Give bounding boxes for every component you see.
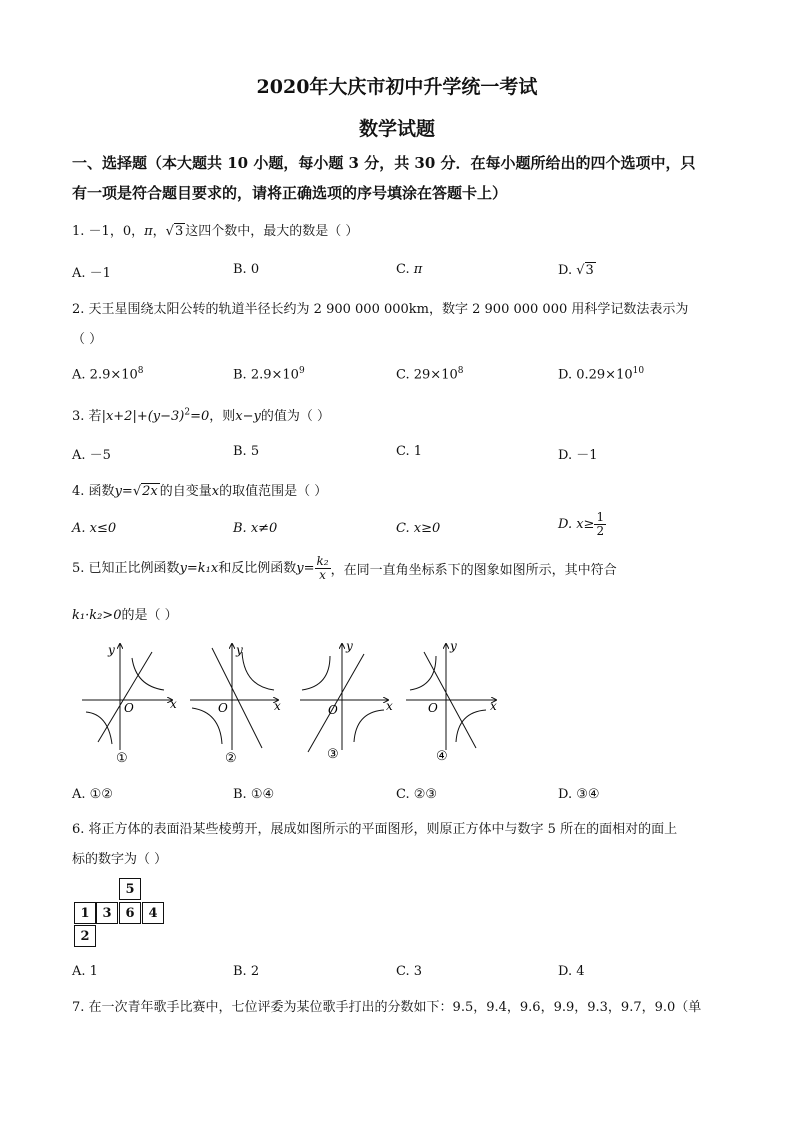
q3-text-a: 若	[88, 409, 102, 424]
q3-option-c[interactable]: C. 1	[396, 444, 423, 459]
question-5	[72, 555, 617, 582]
fraction-numerator: k₂	[316, 554, 329, 568]
origin-label: O	[124, 701, 134, 715]
q5-text-c: ，在同一直角坐标系下的图象如图所示，其中符合	[330, 563, 617, 578]
axis-y-label: y	[346, 639, 353, 653]
q4-text-c: 的取值范围是（ ）	[219, 484, 328, 499]
q1-option-a[interactable]: A. －1	[72, 266, 111, 281]
q1-text-b: ，	[152, 224, 166, 239]
net-face: 4	[142, 902, 164, 924]
q4-option-a[interactable]: A. x≤0	[72, 521, 117, 536]
q3-option-d[interactable]: D. －1	[558, 448, 598, 463]
q3-text-c: 的值为（ ）	[260, 409, 331, 424]
q5-function-1: y=k₁x	[179, 561, 219, 576]
q6-option-c[interactable]: C. 3	[396, 964, 423, 979]
q1-option-d[interactable]	[558, 262, 596, 278]
option-label: D. x≥	[558, 517, 595, 532]
question-number: 4.	[72, 484, 85, 499]
pi-symbol: π	[144, 224, 153, 239]
origin-label: O	[218, 701, 228, 715]
option-base: 29×10	[413, 367, 458, 383]
q7-line1: 在一次青年歌手比赛中，七位评委为某位歌手打出的分数如下：9.5，9.4，9.6，9.9，9.3，9.7，9.0（单	[88, 1000, 702, 1015]
question-number: 7.	[72, 1000, 85, 1015]
q6-option-b[interactable]: B. 2	[233, 964, 260, 979]
sqrt-value: 3	[585, 263, 594, 278]
sqrt-value: 3	[174, 224, 184, 239]
graph-1	[82, 643, 177, 766]
graph-label: ②	[225, 751, 237, 766]
question-1	[72, 220, 358, 239]
q3-expression-2: x−y	[235, 409, 261, 424]
q5-option-c[interactable]: C. ②③	[396, 787, 438, 802]
question-4	[72, 480, 327, 499]
sqrt-icon: √	[132, 484, 142, 499]
option-base: 2.9×10	[89, 367, 138, 383]
exam-subtitle: 数学试题	[358, 118, 435, 140]
section-header-line1: 一、选择题（本大题共 10 小题，每小题 3 分，共 30 分．在每小题所给出的四个选项中，只	[72, 154, 696, 172]
q4-option-d[interactable]	[558, 511, 606, 538]
option-exp: 10	[632, 366, 645, 376]
origin-label: O	[328, 703, 338, 717]
q5-option-d[interactable]: D. ③④	[558, 787, 600, 802]
q3-option-b[interactable]: B. 5	[233, 444, 260, 459]
q5-text-d: 的是（ ）	[121, 608, 178, 623]
q5-condition: k₁·k₂>0	[72, 608, 122, 623]
axis-y-label: y	[108, 643, 115, 657]
graph-label: ③	[327, 747, 339, 762]
q5-line2	[72, 604, 178, 623]
net-face: 2	[74, 925, 96, 947]
q3-text-b: ，则	[209, 409, 236, 424]
exam-title: 2020年大庆市初中升学统一考试	[256, 76, 538, 98]
q3-option-a[interactable]: A. －5	[72, 448, 111, 463]
option-label: A.	[72, 367, 86, 383]
option-exp: 9	[298, 366, 305, 376]
question-2	[72, 298, 688, 317]
q3-expression: |x+2|+(y−3)	[101, 409, 185, 424]
net-face: 3	[96, 902, 118, 924]
q4-text-b: 的自变量	[159, 484, 212, 499]
sqrt-icon: √	[165, 224, 174, 239]
q2-option-d[interactable]	[558, 366, 644, 382]
q5-graphs	[72, 638, 512, 768]
question-number: 6.	[72, 822, 85, 837]
net-face: 6	[119, 902, 141, 924]
q4-text-a: 函数	[88, 484, 115, 499]
question-3	[72, 405, 330, 424]
option-label: C.	[396, 262, 414, 277]
graph-2	[190, 643, 281, 766]
graph-label: ④	[436, 749, 448, 764]
option-base: 0.29×10	[576, 367, 633, 383]
option-label: D.	[558, 367, 573, 383]
q5-text-a: 已知正比例函数	[88, 561, 180, 576]
axis-y-label: y	[236, 643, 243, 657]
q4-option-b[interactable]: B. x≠0	[233, 521, 278, 536]
question-7	[72, 996, 701, 1015]
pi-symbol: π	[413, 262, 423, 277]
q2-option-a[interactable]	[72, 366, 144, 382]
q4-variable: x	[211, 484, 220, 499]
graph-3	[300, 639, 393, 762]
q3-expression-tail: =0	[190, 409, 210, 424]
q2-option-c[interactable]	[396, 366, 463, 382]
question-number: 3.	[72, 409, 85, 424]
q5-function-2: y=	[296, 561, 315, 576]
question-6	[72, 818, 677, 837]
fraction-numerator: 1	[596, 510, 605, 524]
q5-option-b[interactable]: B. ①④	[233, 787, 275, 802]
q2-option-b[interactable]	[233, 366, 305, 382]
fraction-denominator: 2	[596, 524, 605, 538]
q6-option-a[interactable]: A. 1	[72, 964, 98, 979]
q1-text-c: 这四个数中，最大的数是（ ）	[185, 224, 359, 239]
option-label: B.	[233, 367, 247, 383]
question-number: 2.	[72, 302, 85, 317]
option-label: C.	[396, 367, 410, 383]
option-base: 2.9×10	[250, 367, 299, 383]
graph-4	[406, 639, 497, 764]
q1-option-c[interactable]	[396, 262, 422, 277]
option-exp: 8	[137, 366, 144, 376]
q6-option-d[interactable]: D. 4	[558, 964, 585, 979]
origin-label: O	[428, 701, 438, 715]
q5-option-a[interactable]: A. ①②	[72, 787, 113, 802]
q6-line1: 将正方体的表面沿某些棱剪开，展成如图所示的平面图形，则原正方体中与数字 5 所在的面相对的面上	[88, 822, 678, 837]
net-face: 1	[74, 902, 96, 924]
fraction	[315, 555, 331, 582]
q5-text-b: 和反比例函数	[218, 561, 297, 576]
axis-y-label: y	[450, 639, 457, 653]
q4-function: y=	[114, 484, 133, 499]
question-number: 1.	[72, 224, 85, 239]
q1-option-b[interactable]: B. 0	[233, 262, 260, 277]
q3-exponent: 2	[184, 407, 191, 418]
axis-x-label: x	[386, 699, 393, 713]
sqrt-value: 2x	[142, 484, 158, 499]
net-face: 5	[119, 878, 141, 900]
sqrt-icon: √	[576, 263, 585, 278]
axis-x-label: x	[490, 699, 497, 713]
question-number: 5.	[72, 561, 85, 576]
q2-line1: 天王星围绕太阳公转的轨道半径长约为 2 900 000 000km，数字 2 900 000 000 用科学记数法表示为	[88, 302, 689, 317]
fraction-denominator: x	[319, 568, 326, 582]
q2-line2: （ ）	[72, 332, 103, 347]
axis-x-label: x	[170, 697, 177, 711]
q6-line2: 标的数字为（ ）	[72, 852, 168, 867]
fraction	[594, 511, 606, 538]
cube-net	[72, 878, 172, 948]
graph-label: ①	[116, 751, 128, 766]
option-label: D.	[558, 263, 577, 278]
q1-text-a: －1，0，	[88, 224, 145, 239]
axis-x-label: x	[274, 699, 281, 713]
q4-option-c[interactable]: C. x≥0	[396, 521, 441, 536]
section-header-line2: 有一项是符合题目要求的，请将正确选项的序号填涂在答题卡上）	[72, 184, 508, 202]
option-exp: 8	[457, 366, 464, 376]
